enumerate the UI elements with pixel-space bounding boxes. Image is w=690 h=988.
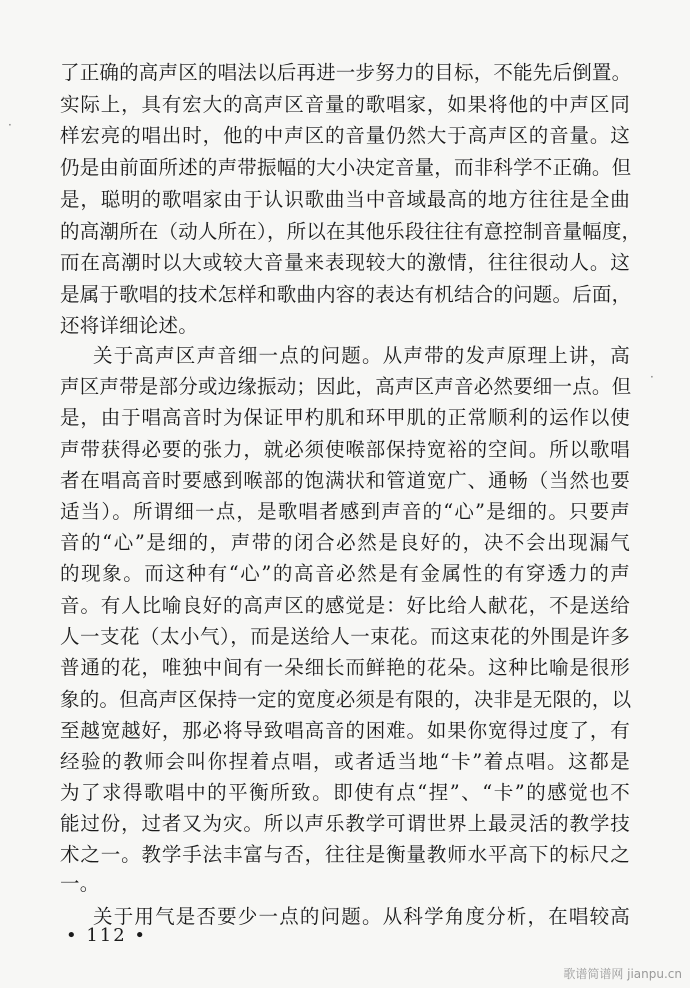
text-line: 普通的花，唯独中间有一朵细长而鲜艳的花朵。这种比喻是很形 bbox=[60, 656, 630, 679]
text-line: 而在高潮时以大或较大音量来表现较大的激情，往往很动人。这 bbox=[60, 251, 630, 274]
scan-mark: · bbox=[650, 370, 654, 384]
text-line: 样宏亮的唱出时，他的中声区的音量仍然大于高声区的音量。这 bbox=[60, 124, 630, 147]
text-line: 音的“心”是细的，声带的闭合必然是良好的，决不会出现漏气 bbox=[60, 531, 630, 554]
text-line: 人一支花（太小气），而是送给人一束花。而这束花的外围是许多 bbox=[60, 625, 630, 648]
text-line: 是属于歌唱的技术怎样和歌曲内容的表达有机结合的问题。后面， bbox=[60, 283, 632, 306]
text-line: 术之一。教学手法丰富与否，往往是衡量教师水平高下的标尺之 bbox=[60, 843, 630, 866]
scan-mark: · bbox=[8, 118, 12, 132]
text-line: 还将详细论述。 bbox=[60, 314, 198, 337]
text-line: 关于高声区声音细一点的问题。从声带的发声原理上讲，高 bbox=[93, 344, 630, 367]
text-line: 音。有人比喻良好的高声区的感觉是：好比给人献花，不是送给 bbox=[60, 594, 630, 617]
watermark: 歌谱简谱网 jianpu.cn bbox=[563, 967, 682, 981]
text-line: 是，由于唱高音时为保证甲杓肌和环甲肌的正常顺利的运作以使 bbox=[60, 406, 630, 429]
text-line: 者在唱高音时要感到喉部的饱满状和管道宽广、通畅（当然也要 bbox=[60, 469, 630, 492]
text-line: 适当）。所谓细一点，是歌唱者感到声音的“心”是细的。只要声 bbox=[60, 500, 630, 523]
text-line: 声区声带是部分或边缘振动；因此，高声区声音必然要细一点。但 bbox=[60, 375, 632, 398]
text-line: 为了求得歌唱中的平衡所致。即使有点“捏”、“卡”的感觉也不 bbox=[60, 781, 630, 804]
text-line: 一。 bbox=[60, 872, 100, 895]
text-line: 了正确的高声区的唱法以后再进一步努力的目标，不能先后倒置。 bbox=[60, 61, 632, 84]
text-line: 至越宽越好，那必将导致唱高音的困难。如果你宽得过度了，有 bbox=[60, 719, 630, 742]
text-line: 关于用气是否要少一点的问题。从科学角度分析，在唱较高 bbox=[93, 905, 630, 928]
text-line: 经验的教师会叫你捏着点唱，或者适当地“卡”着点唱。这都是 bbox=[60, 750, 630, 773]
text-line: 的高潮所在（动人所在），所以在其他乐段往往有意控制音量幅度， bbox=[60, 220, 642, 243]
page-number: • 112 • bbox=[66, 925, 148, 946]
text-line: 仍是由前面所述的声带振幅的大小决定音量，而非科学不正确。但 bbox=[60, 156, 632, 179]
text-line: 是，聪明的歌唱家由于认识歌曲当中音域最高的地方往往是全曲 bbox=[60, 188, 630, 211]
text-line: 的现象。而这种有“心”的高音必然是有金属性的有穿透力的声 bbox=[60, 562, 630, 585]
text-line: 声带获得必要的张力，就必须使喉部保持宽裕的空间。所以歌唱 bbox=[60, 438, 630, 461]
text-line: 实际上，具有宏大的高声区音量的歌唱家，如果将他的中声区同 bbox=[60, 93, 630, 116]
text-line: 象的。但高声区保持一定的宽度必须是有限的，决非是无限的，以 bbox=[60, 688, 632, 711]
text-line: 能过份，过者又为灾。所以声乐教学可谓世界上最灵活的教学技 bbox=[60, 812, 630, 835]
